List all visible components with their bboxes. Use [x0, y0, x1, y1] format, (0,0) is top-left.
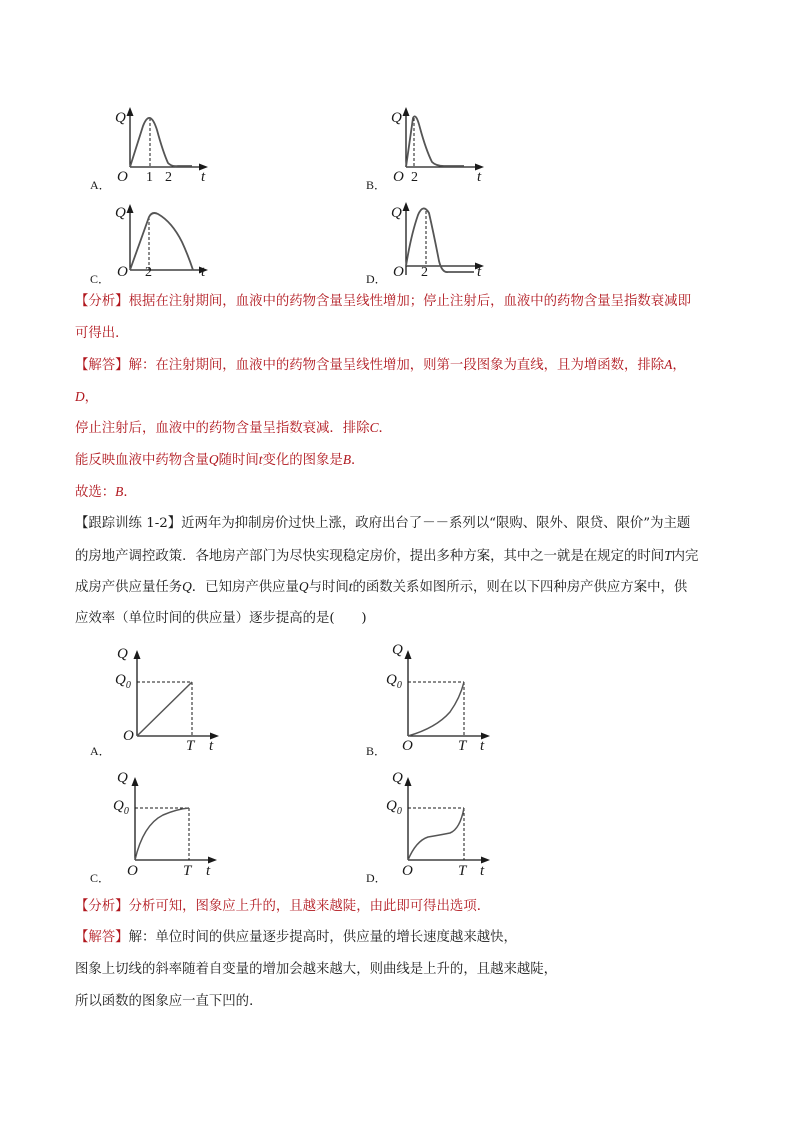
- problem-line-4: 应效率（单位时间的供应量）逐步提高的是( ): [75, 611, 367, 626]
- problem-line-2: 的房地产调控政策．各地房产部门为尽快实现稳定房价，提出多种方案，其中之一就是在规定的时间T内完: [75, 548, 699, 564]
- q-label: Q: [115, 205, 126, 221]
- option-d-1: D．: [366, 272, 387, 286]
- option-c-1: C．: [90, 272, 111, 286]
- t-cap-label: T: [183, 863, 192, 879]
- t-cap-label: T: [458, 863, 467, 879]
- origin-label: O: [402, 738, 413, 754]
- option-a-1: A．: [90, 178, 111, 192]
- t-label: t: [201, 169, 206, 185]
- graph-2c: [105, 767, 235, 882]
- answer-2-line-3: 所以函数的图象应一直下凹的．: [75, 994, 263, 1009]
- origin-label: O: [393, 169, 404, 185]
- analysis-1-line-2: 可得出．: [75, 326, 129, 341]
- analysis-tag: 【分析】: [75, 899, 129, 914]
- q-label: Q: [117, 770, 128, 786]
- option-d-2: D．: [366, 871, 387, 885]
- q0-label: $Q_0$: [386, 798, 402, 817]
- answer-1-line-2: D，: [75, 389, 99, 405]
- problem-line-1: 【跟踪训练 1-2】近两年为抑制房价过快上涨，政府出台了－－系列以“限购、限外、限贷、限价”为主题: [75, 516, 691, 531]
- q-label: Q: [392, 642, 403, 658]
- t-cap-label: T: [458, 738, 467, 754]
- q0-label: $Q_0$: [113, 798, 129, 817]
- origin-label: O: [117, 264, 128, 280]
- t-label: t: [477, 169, 482, 185]
- answer-1-line-3: 停止注射后，血液中的药物含量呈指数衰减．排除C．: [75, 420, 392, 436]
- graph-2b: [380, 640, 510, 755]
- t-label: t: [480, 863, 485, 879]
- analysis-2: 【分析】分析可知，图象应上升的，且越来越陡，由此即可得出选项．: [75, 899, 491, 914]
- t-label: t: [480, 738, 485, 754]
- option-b-1: B．: [366, 178, 387, 192]
- q-label: Q: [391, 110, 402, 126]
- origin-label: O: [127, 863, 138, 879]
- analysis-tag: 【分析】: [75, 294, 129, 309]
- graph-2d: [380, 767, 510, 882]
- option-c-2: C．: [90, 871, 111, 885]
- tick-2: 2: [145, 265, 152, 280]
- origin-label: O: [402, 863, 413, 879]
- t-cap-label: T: [186, 738, 195, 754]
- t-label: t: [201, 264, 206, 280]
- graph-1d: [376, 195, 496, 285]
- answer-1-line-4: 能反映血液中药物含量Q随时间t变化的图象是B．: [75, 452, 365, 468]
- tick-1: 1: [146, 170, 153, 185]
- tick-2: 2: [165, 170, 172, 185]
- t-label: t: [206, 863, 211, 879]
- tick-2: 2: [421, 265, 428, 280]
- choice-1: 故选：B．: [75, 484, 137, 500]
- q0-label: $Q_0$: [115, 672, 131, 691]
- origin-label: O: [117, 169, 128, 185]
- tick-2: 2: [411, 170, 418, 185]
- problem-tag: 【跟踪训练 1-2】: [75, 516, 182, 531]
- t-label: t: [477, 264, 482, 280]
- graph-2a: [105, 640, 235, 755]
- answer-2-line-2: 图象上切线的斜率随着自变量的增加会越来越大，则曲线是上升的，且越来越陡，: [75, 962, 558, 977]
- origin-label: O: [393, 264, 404, 280]
- graph-1b: [376, 100, 496, 190]
- q-label: Q: [115, 110, 126, 126]
- graph-1c: [100, 195, 220, 285]
- answer-tag: 【解答】: [75, 358, 129, 373]
- q-label: Q: [391, 205, 402, 221]
- answer-tag: 【解答】: [75, 930, 129, 945]
- option-a-2: A．: [90, 744, 111, 758]
- analysis-1-line-1: 【分析】根据在注射期间，血液中的药物含量呈线性增加；停止注射后，血液中的药物含量呈指数衰减即: [75, 294, 691, 309]
- graph-1a: [100, 100, 220, 190]
- answer-1-line-1: 【解答】解：在注射期间，血液中的药物含量呈线性增加，则第一段图象为直线，且为增函数，排除A，: [75, 357, 686, 373]
- option-b-2: B．: [366, 744, 387, 758]
- answer-2-line-1: 【解答】解：单位时间的供应量逐步提高时，供应量的增长速度越来越快，: [75, 930, 517, 945]
- problem-line-3: 成房产供应量任务Q．已知房产供应量Q与时间t的函数关系如图所示，则在以下四种房产供应方案中，供: [75, 579, 688, 595]
- q0-label: $Q_0$: [386, 672, 402, 691]
- origin-label: O: [123, 728, 134, 744]
- q-label: Q: [117, 646, 128, 662]
- q-label: Q: [392, 770, 403, 786]
- t-label: t: [209, 738, 214, 754]
